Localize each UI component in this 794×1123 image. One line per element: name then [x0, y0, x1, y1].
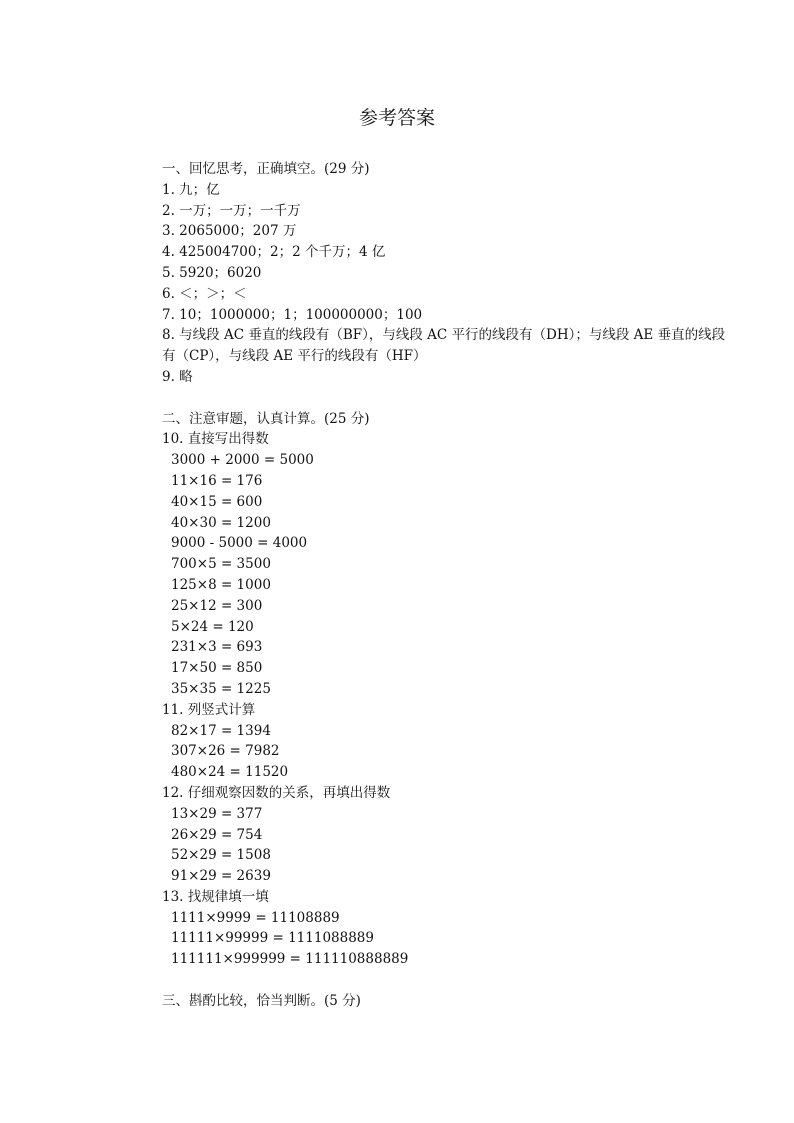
s1-item-4: 4. 425004700；2；2 个千万；4 亿	[162, 244, 386, 261]
s1-item-2: 2. 一万；一万；一千万	[162, 202, 301, 219]
q10-label: 10. 直接写出得数	[162, 431, 269, 448]
section-gap	[162, 970, 732, 991]
q10-line-2: 11×16 = 176	[171, 472, 263, 489]
q10-line-3: 40×15 = 600	[171, 493, 263, 510]
s1-item-7: 7. 10；1000000；1；100000000；100	[162, 306, 423, 323]
s1-item-3: 3. 2065000；207 万	[162, 223, 297, 240]
q11-line-2: 307×26 = 7982	[171, 743, 280, 760]
s1-item-1: 1. 九；亿	[162, 181, 220, 198]
q11-label: 11. 列竖式计算	[162, 701, 256, 718]
q13-line-3: 111111×999999 = 111110888889	[171, 951, 409, 968]
q10-line-4: 40×30 = 1200	[171, 514, 271, 531]
q10-line-6: 700×5 = 3500	[171, 556, 271, 573]
q12-line-2: 26×29 = 754	[171, 826, 263, 843]
s1-item-9: 9. 略	[162, 368, 193, 385]
q10-line-10: 231×3 = 693	[171, 639, 263, 656]
q13-line-2: 11111×99999 = 1111088889	[171, 930, 374, 947]
section-gap	[162, 388, 732, 409]
q10-line-11: 17×50 = 850	[171, 660, 263, 677]
page-title: 参考答案	[358, 107, 435, 129]
q10-line-12: 35×35 = 1225	[171, 680, 271, 697]
q12-line-1: 13×29 = 377	[171, 805, 263, 822]
q11-line-1: 82×17 = 1394	[171, 722, 271, 739]
section3-heading: 三、斟酌比较，恰当判断。(5 分)	[162, 992, 361, 1009]
s1-item-6: 6. ＜；＞；＜	[162, 285, 247, 302]
section2-heading: 二、注意审题，认真计算。(25 分)	[162, 410, 370, 427]
s1-item-8: 8. 与线段 AC 垂直的线段有（BF），与线段 AC 平行的线段有（DH）；与线段 AE 垂直的线段有（CP），与线段 AE 平行的线段有（HF）	[162, 327, 726, 365]
s1-item-5: 5. 5920；6020	[162, 264, 262, 281]
q10-line-9: 5×24 = 120	[171, 618, 254, 635]
q13-label: 13. 找规律填一填	[162, 888, 269, 905]
q11-line-3: 480×24 = 11520	[171, 764, 289, 781]
section1-heading: 一、回忆思考，正确填空。(29 分)	[162, 161, 370, 177]
q10-line-7: 125×8 = 1000	[171, 576, 271, 593]
q12-label: 12. 仔细观察因数的关系，再填出得数	[162, 784, 391, 801]
answer-content	[162, 159, 732, 1012]
q12-line-3: 52×29 = 1508	[171, 847, 271, 864]
q10-line-8: 25×12 = 300	[171, 597, 263, 614]
q10-line-1: 3000 + 2000 = 5000	[171, 452, 314, 469]
q10-line-5: 9000 - 5000 = 4000	[171, 535, 308, 552]
q12-line-4: 91×29 = 2639	[171, 868, 271, 885]
q13-line-1: 1111×9999 = 11108889	[171, 909, 340, 926]
